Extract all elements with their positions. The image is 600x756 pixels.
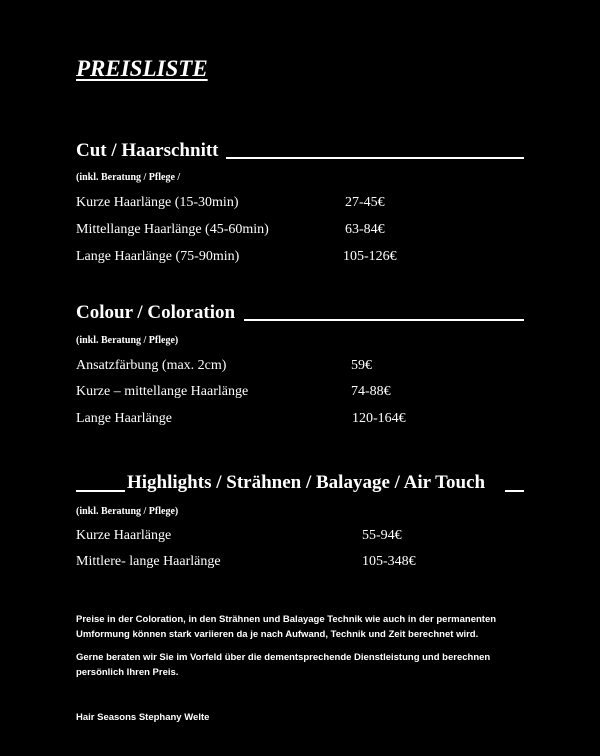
price-row-value: 105-126€ [343,249,397,264]
footer-price-note: Preise in der Coloration, in den Strähnen und Balayage Technik wie auch in der permanenten Umformung können stark variieren da je nach Aufwand, Technik und Zeit berechnet wird. [76,614,497,640]
section-heading-highlights: Highlights / Strähnen / Balayage / Air Touch [127,472,486,493]
price-row-label: Kurze Haarlänge [76,528,172,543]
price-row-value: 63-84€ [345,222,385,237]
price-row-label: Mittellange Haarlänge (45-60min) [76,222,269,237]
heading-underline-highlights [505,490,524,492]
price-row-label: Lange Haarlänge [76,411,172,426]
price-row-label: Lange Haarlänge (75-90min) [76,249,240,264]
footer-consultation-note: Gerne beraten wir Sie im Vorfeld über die dementsprechende Dienstleistung und berechnen persönlich Ihren Preis. [76,652,491,678]
footer-signature: Hair Seasons Stephany Welte [76,712,210,723]
section-note-highlights: (inkl. Beratung / Pflege) [76,506,179,517]
section-note-colour: (inkl. Beratung / Pflege) [76,335,179,346]
price-row-label: Kurze – mittellange Haarlänge [76,384,249,399]
price-row-value: 120-164€ [352,411,406,426]
price-row-value: 55-94€ [362,528,402,543]
section-heading-colour: Colour / Coloration [76,302,236,323]
price-row-value: 27-45€ [345,195,385,210]
price-row-label: Ansatzfärbung (max. 2cm) [76,358,227,373]
heading-leading-rule-highlights [76,490,125,492]
section-note-cut: (inkl. Beratung / Pflege / [76,172,181,183]
section-heading-cut: Cut / Haarschnitt [76,140,219,161]
price-row-label: Mittlere- lange Haarlänge [76,554,221,569]
heading-underline-colour [244,319,524,321]
heading-underline-cut [226,157,524,159]
price-row-value: 59€ [351,358,372,373]
price-row-label: Kurze Haarlänge (15-30min) [76,195,239,210]
price-row-value: 105-348€ [362,554,416,569]
price-row-value: 74-88€ [351,384,391,399]
page-title: PREISLISTE [76,56,208,81]
